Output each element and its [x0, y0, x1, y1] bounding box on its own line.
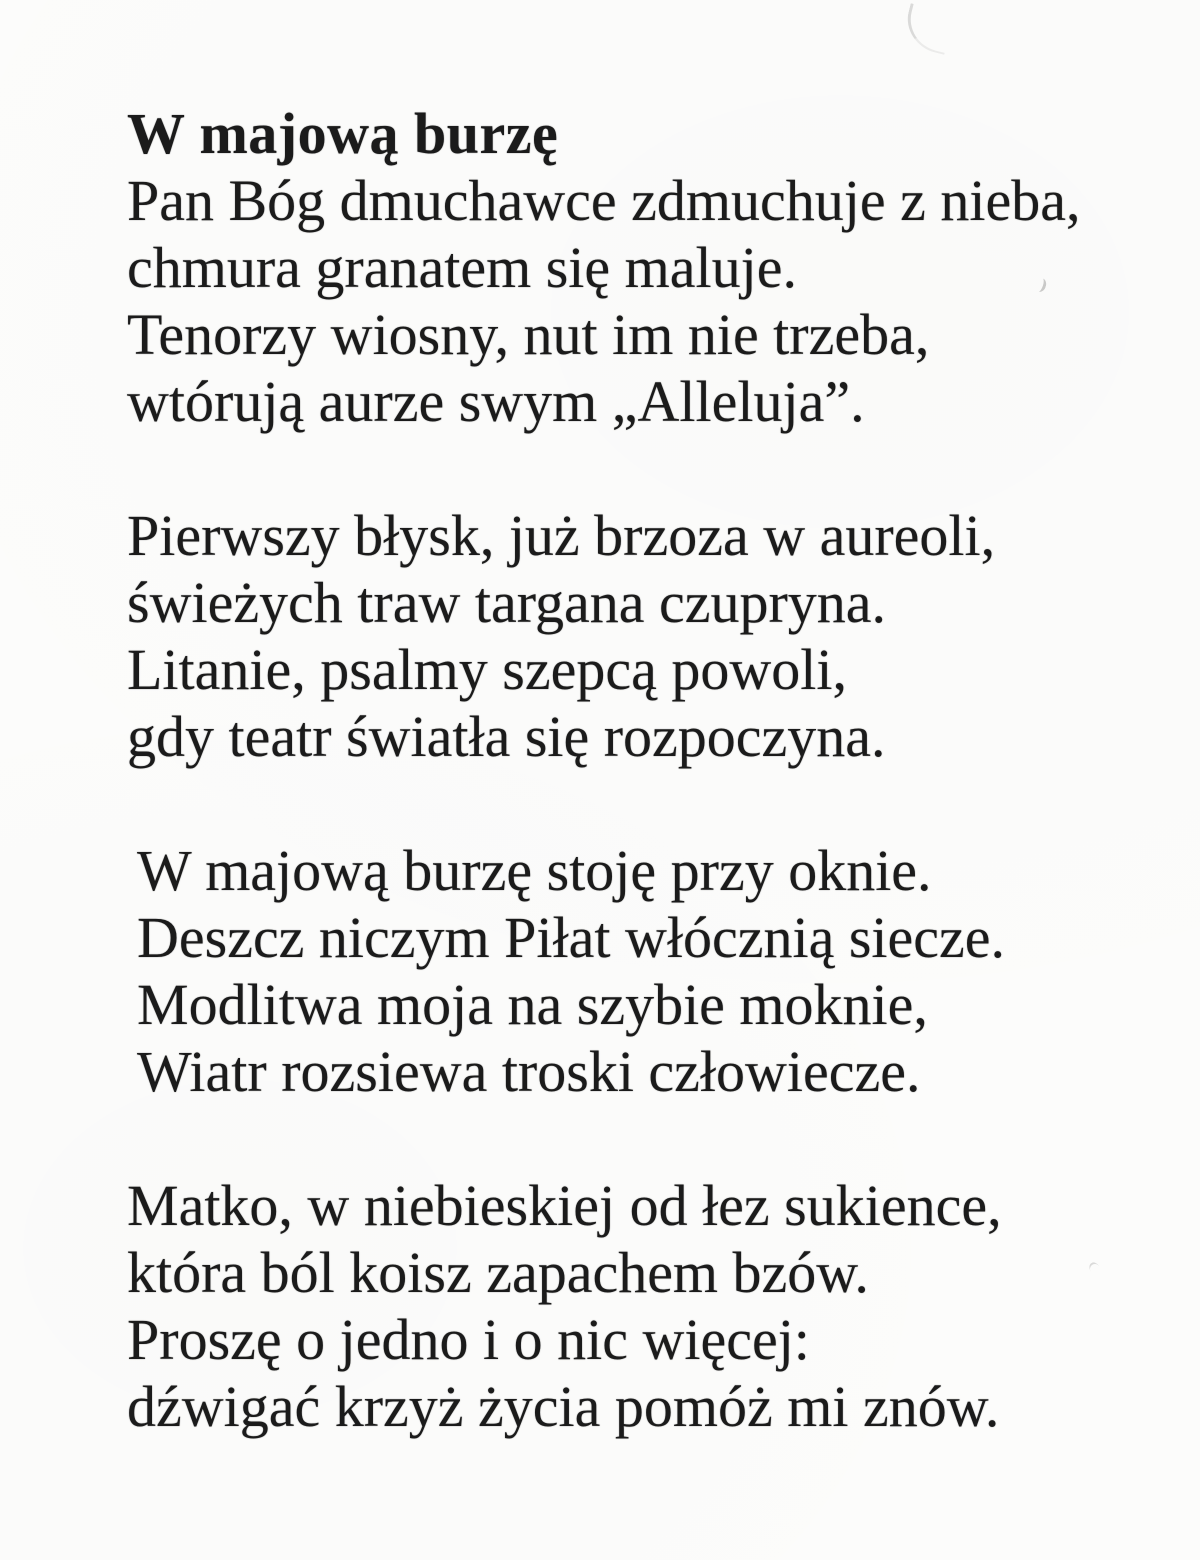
- poem-line: Pierwszy błysk, już brzoza w aureoli,: [127, 503, 996, 568]
- poem-line: która ból koisz zapachem bzów.: [127, 1240, 869, 1305]
- poem-line: Litanie, psalmy szepcą powoli,: [127, 637, 847, 702]
- stanza-3: [127, 837, 1160, 1105]
- scan-smudge: [901, 3, 955, 55]
- stanza-4: [127, 1172, 1160, 1440]
- poem-line: Deszcz niczym Piłat włócznią siecze.: [137, 905, 1005, 970]
- poem-line: Wiatr rozsiewa troski człowiecze.: [137, 1039, 921, 1104]
- poem-line: wtórują aurze swym „Alleluja”.: [127, 369, 865, 434]
- poem-line: W majową burzę stoję przy oknie.: [137, 838, 932, 903]
- stanza-2: [127, 502, 1160, 770]
- poem-line: dźwigać krzyż życia pomóż mi znów.: [127, 1374, 1000, 1439]
- poem-line: Modlitwa moja na szybie moknie,: [137, 972, 928, 1037]
- poem-line: gdy teatr światła się rozpoczyna.: [127, 704, 886, 769]
- poem-line: Tenorzy wiosny, nut im nie trzeba,: [127, 302, 930, 367]
- poem-line: świeżych traw targana czupryna.: [127, 570, 887, 635]
- poem-line: Proszę o jedno i o nic więcej:: [127, 1307, 810, 1372]
- poem-title: W majową burzę: [127, 101, 559, 166]
- poem-line: Pan Bóg dmuchawce zdmuchuje z nieba,: [127, 168, 1081, 233]
- poem-line: chmura granatem się maluje.: [127, 235, 797, 300]
- stanza-1: [127, 167, 1160, 435]
- poem-line: Matko, w niebieskiej od łez sukience,: [127, 1173, 1002, 1238]
